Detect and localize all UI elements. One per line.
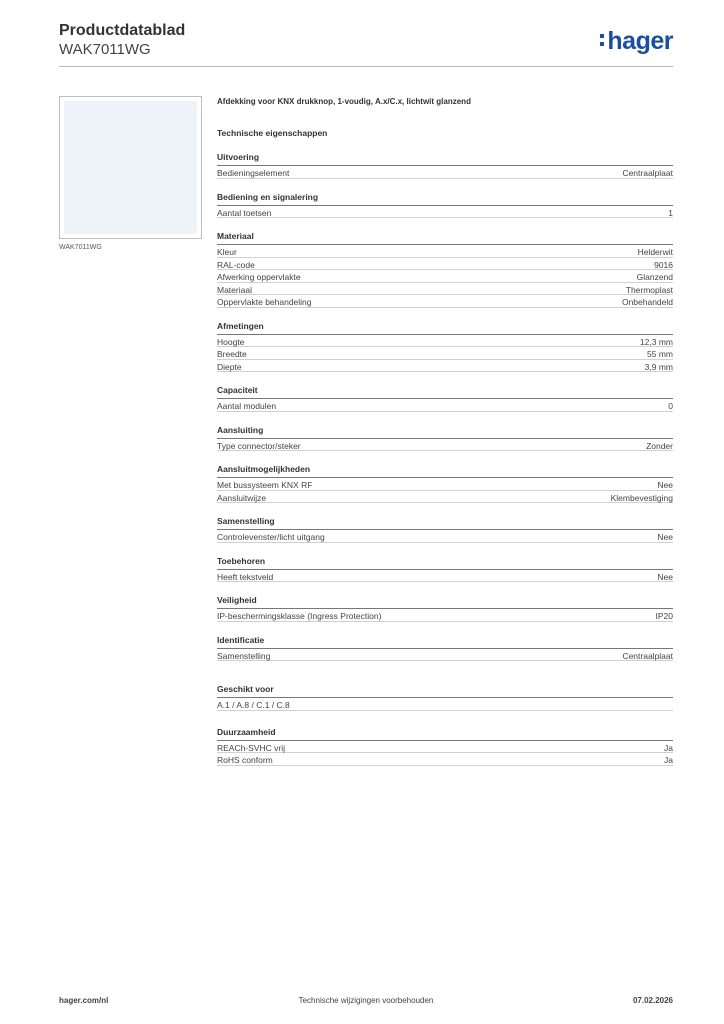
spec-row — [217, 166, 673, 179]
group-title: Bediening en signalering — [217, 192, 673, 206]
spec-label: Afwerking oppervlakte — [217, 272, 301, 282]
product-description: Afdekking voor KNX drukknop, 1-voudig, A.x/C.x, lichtwit glanzend — [217, 97, 471, 106]
spec-group — [217, 556, 673, 583]
spec-row — [217, 439, 673, 452]
spec-label: REACh-SVHC vrij — [217, 742, 286, 753]
technical-heading: Technische eigenschappen — [217, 128, 328, 138]
header-divider — [59, 66, 673, 67]
product-image-caption: WAK7011WG — [59, 244, 102, 251]
spec-value: 1 — [668, 207, 673, 218]
spec-value: IP20 — [655, 611, 673, 621]
spec-row — [217, 283, 673, 296]
spec-row — [217, 399, 673, 412]
footer-date: 07.02.2026 — [632, 996, 673, 1005]
spec-row — [217, 360, 673, 373]
spec-row — [217, 258, 673, 271]
durability-group — [217, 727, 673, 766]
spec-value: 3,9 mm — [644, 361, 673, 372]
spec-row — [217, 570, 673, 583]
spec-value: Onbehandeld — [621, 297, 673, 307]
spec-value: Nee — [657, 532, 673, 542]
spec-row — [217, 295, 673, 308]
group-title: Duurzaamheid — [217, 727, 673, 741]
spec-group — [217, 152, 673, 179]
group-title: Capaciteit — [217, 385, 673, 399]
spec-group — [217, 385, 673, 412]
group-title: Uitvoering — [217, 152, 673, 166]
spec-group — [217, 192, 673, 219]
spec-value: Glanzend — [636, 272, 673, 282]
product-image — [59, 96, 202, 239]
spec-value: Centraalplaat — [622, 650, 673, 661]
document-title: Productdatablad — [59, 22, 186, 39]
spec-groups — [217, 152, 673, 661]
spec-value: Ja — [664, 742, 673, 753]
spec-value: 0 — [668, 401, 673, 411]
spec-row — [217, 347, 673, 360]
spec-value: Helderwit — [637, 247, 673, 257]
spec-value: 12,3 mm — [639, 336, 673, 347]
product-code: WAK7011WG — [59, 41, 151, 58]
spec-row — [217, 245, 673, 258]
spec-value: Nee — [657, 571, 673, 582]
spec-value: Zonder — [646, 440, 673, 451]
group-title: Afmetingen — [217, 321, 673, 335]
spec-group — [217, 595, 673, 622]
logo-dots-icon — [600, 34, 605, 50]
group-title: Materiaal — [217, 231, 673, 245]
spec-label: Aantal modulen — [217, 401, 277, 411]
page-header — [59, 22, 673, 59]
spec-content — [217, 96, 673, 766]
spec-label: IP-beschermingsklasse (Ingress Protection) — [217, 611, 382, 621]
spec-group — [217, 635, 673, 662]
spec-label: Diepte — [217, 361, 242, 372]
spec-row — [217, 491, 673, 504]
spec-group — [217, 425, 673, 452]
spec-value: Thermoplast — [625, 284, 673, 295]
spec-label: Controlevenster/licht uitgang — [217, 532, 325, 542]
spec-label: Samenstelling — [217, 650, 271, 661]
group-title: Identificatie — [217, 635, 673, 649]
logo-text: hager — [607, 27, 673, 55]
spec-label: Oppervlakte behandeling — [217, 297, 312, 307]
spec-label: Met bussysteem KNX RF — [217, 480, 313, 490]
hager-logo — [600, 28, 673, 54]
group-title: Aansluitmogelijkheden — [217, 464, 673, 478]
spec-row — [217, 698, 673, 711]
group-title: Aansluiting — [217, 425, 673, 439]
group-title: Toebehoren — [217, 556, 673, 570]
group-title: Geschikt voor — [217, 684, 673, 698]
group-title: Samenstelling — [217, 516, 673, 530]
spec-row — [217, 609, 673, 622]
spec-label: Aantal toetsen — [217, 207, 272, 218]
spec-row — [217, 649, 673, 662]
spec-row — [217, 206, 673, 219]
spec-label: Materiaal — [217, 284, 252, 295]
spec-group — [217, 321, 673, 373]
spec-label: Heeft tekstveld — [217, 571, 274, 582]
spec-row — [217, 753, 673, 766]
footer-disclaimer: Technische wijzigingen voorbehouden — [298, 996, 434, 1005]
group-title: Veiligheid — [217, 595, 673, 609]
spec-row — [217, 335, 673, 348]
spec-value: Nee — [657, 480, 673, 490]
spec-label: Breedte — [217, 349, 247, 359]
spec-label: Aansluitwijze — [217, 492, 267, 503]
spec-value: 55 mm — [647, 349, 673, 359]
spec-group — [217, 516, 673, 543]
spec-label: Hoogte — [217, 336, 245, 347]
spec-value: Ja — [664, 755, 673, 765]
footer-website: hager.com/nl — [59, 996, 109, 1005]
spec-group — [217, 464, 673, 503]
spec-label: Type connector/steker — [217, 440, 301, 451]
spec-value: A.1 / A.8 / C.1 / C.8 — [217, 700, 290, 710]
spec-value: Centraalplaat — [622, 168, 673, 178]
suitable-group — [217, 684, 673, 711]
spec-row — [217, 270, 673, 283]
spec-row — [217, 478, 673, 491]
spec-label: RoHS conform — [217, 755, 273, 765]
spec-label: RAL-code — [217, 259, 255, 270]
spec-row — [217, 741, 673, 754]
spec-label: Bedieningselement — [217, 168, 290, 178]
spec-row — [217, 530, 673, 543]
spec-value: 9016 — [654, 259, 673, 270]
spec-value: Klembevestiging — [610, 492, 673, 503]
product-plate-image — [64, 101, 197, 234]
spec-label: Kleur — [217, 247, 237, 257]
spec-group — [217, 231, 673, 308]
